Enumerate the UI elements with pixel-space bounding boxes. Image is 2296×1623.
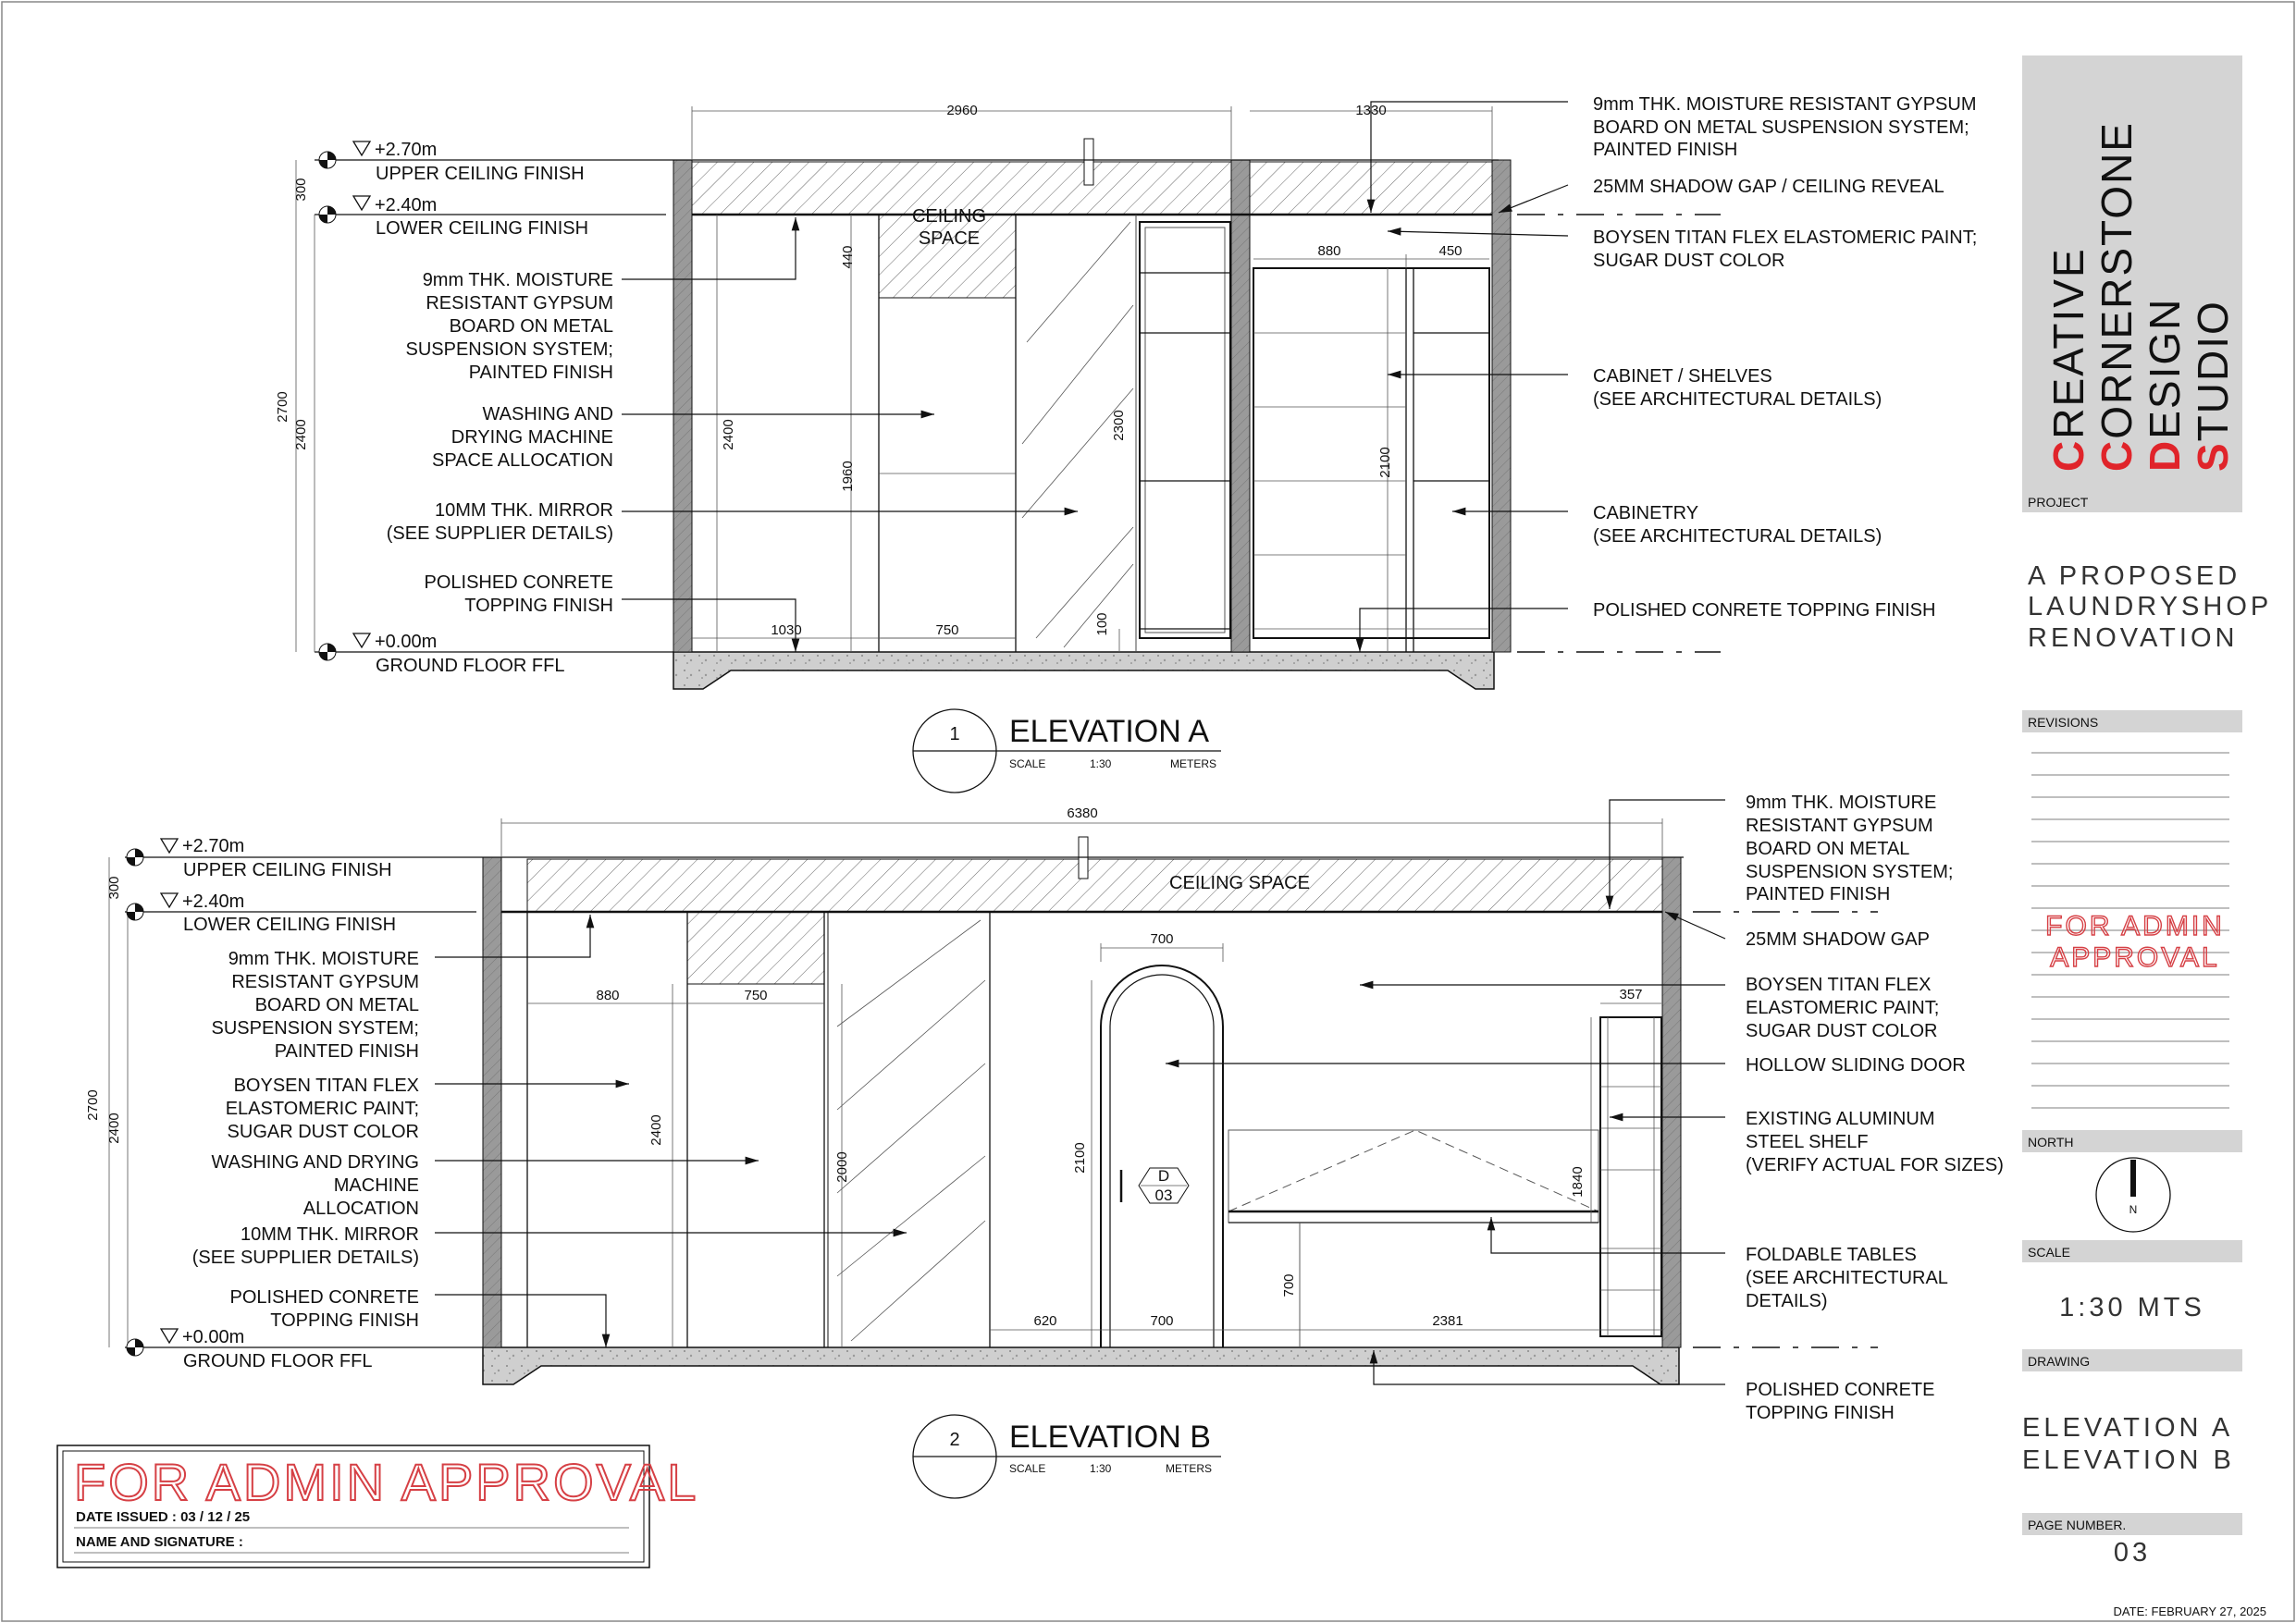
dimension: 1330 [1355,103,1387,118]
dimension: 2300 [1111,410,1127,441]
elevation-title: ELEVATION B [1009,1420,1211,1455]
dimension: 2700 [275,391,290,423]
sheet-date: DATE: FEBRUARY 27, 2025 [2113,1605,2266,1618]
page-label: PAGE NUMBER. [2028,1518,2127,1532]
b-lower-level-value: +2.40m [182,891,245,912]
note: POLISHED CONRETE TOPPING FINISH [1593,600,1936,621]
drawing-line: ELEVATION A [2022,1413,2234,1443]
door-tag-letter: D [1157,1167,1170,1185]
page-number: 03 [2113,1538,2152,1568]
dimension: 700 [1281,1273,1297,1297]
units: METERS [1170,757,1217,770]
dimension: 2400 [721,419,736,450]
elevation-a-title [913,709,1221,793]
svg-text:DESIGN: DESIGN [2141,297,2189,472]
dimension: 300 [293,178,309,202]
b-ground-level-value: +0.00m [182,1327,245,1347]
note: 9mm THK. MOISTURE RESISTANT GYPSUM [1593,94,1977,115]
title-block [2022,55,2272,1618]
mirror [828,912,990,1347]
dimension: 2400 [648,1114,664,1146]
project-line: A PROPOSED [2028,561,2241,591]
ceiling-hanger [1084,139,1093,185]
note: SUSPENSION SYSTEM; [211,1018,419,1039]
note: (VERIFY ACTUAL FOR SIZES) [1746,1155,2004,1175]
ceiling-space [527,859,1662,912]
note: POLISHED CONRETE [1746,1380,1935,1400]
dimension: 2400 [106,1113,122,1144]
project-line: LAUNDRYSHOP [2028,592,2273,621]
note: POLISHED CONRETE [424,572,613,593]
note: PAINTED FINISH [1593,140,1738,160]
note: PAINTED FINISH [468,363,613,383]
note: FOLDABLE TABLES [1746,1245,1917,1265]
note: BOYSEN TITAN FLEX [233,1076,419,1096]
ceiling-space-label: CEILING [911,206,987,227]
note: 25MM SHADOW GAP / CEILING REVEAL [1593,177,1944,197]
b-upper-level-value: +2.70m [182,836,245,856]
note: (SEE SUPPLIER DETAILS) [386,523,613,544]
dimension: 2100 [1072,1142,1088,1174]
note: DETAILS) [1746,1291,1828,1311]
note: 9mm THK. MOISTURE [228,949,419,969]
a-lower-level-value: +2.40m [375,195,438,215]
note: BOARD ON METAL [449,316,613,337]
scale-value: 1:30 [1090,1462,1112,1475]
note: BOARD ON METAL [254,995,419,1015]
revision-stamp: FOR ADMIN [2045,911,2225,941]
note: SUGAR DUST COLOR [227,1122,419,1142]
a-upper-level-name: UPPER CEILING FINISH [376,164,585,184]
elevation-number: 1 [949,724,960,744]
note: SUGAR DUST COLOR [1593,251,1785,271]
b-ground-level-name: GROUND FLOOR FFL [183,1351,373,1371]
note: CABINETRY [1593,503,1699,523]
elevation-title: ELEVATION A [1009,714,1210,749]
note: 10MM THK. MIRROR [241,1224,419,1245]
elevation-b-title [913,1415,1221,1498]
foldable-table-frame [1228,1130,1599,1223]
revision-stamp: APPROVAL [2050,942,2220,973]
note: WASHING AND DRYING [211,1152,419,1173]
dimension: 357 [1619,987,1643,1002]
dimension: 2960 [946,103,978,118]
scale-value: 1:30 [1090,757,1112,770]
level-markers-b [127,839,178,1356]
project-line: RENOVATION [2028,623,2239,653]
b-lower-level-name: LOWER CEILING FINISH [183,915,397,935]
note: ELASTOMERIC PAINT; [225,1099,419,1119]
dimension: 2400 [293,419,309,450]
note: EXISTING ALUMINUM [1746,1109,1935,1129]
dimension: 2100 [1377,447,1393,478]
hollow-sliding-door [1101,965,1223,1347]
note: (SEE SUPPLIER DETAILS) [191,1248,419,1268]
dimension: 1960 [840,461,856,492]
dimension: 750 [744,988,768,1003]
note: RESISTANT GYPSUM [1746,816,1933,836]
ceiling-space-label: SPACE [918,228,981,249]
note: POLISHED CONRETE [229,1287,419,1308]
note: SPACE ALLOCATION [432,450,613,471]
floor-slab [673,652,1494,689]
elevation-number: 2 [949,1430,960,1450]
note: (SEE ARCHITECTURAL DETAILS) [1593,389,1882,410]
note: CABINET / SHELVES [1593,366,1772,387]
note: (SEE ARCHITECTURAL DETAILS) [1593,526,1882,547]
scale-label: SCALE [1009,757,1046,770]
dimension: 6380 [1067,805,1098,821]
door-tag-number: 03 [1154,1187,1173,1204]
dimension: 750 [935,622,959,638]
note: STEEL SHELF [1746,1132,1869,1152]
dimension: 300 [106,876,122,900]
note: MACHINE [333,1175,419,1196]
project-label: PROJECT [2028,495,2089,510]
note: 25MM SHADOW GAP [1746,929,1930,950]
left-wall [483,857,501,1347]
note: 9mm THK. MOISTURE [422,270,613,290]
a-ground-level-value: +0.00m [375,632,438,652]
drawing-label: DRAWING [2028,1354,2091,1369]
dimension: 440 [840,245,856,269]
dimension: 700 [1150,931,1174,947]
dimension: 100 [1094,612,1110,636]
name-signature: NAME AND SIGNATURE : [76,1534,243,1550]
note: RESISTANT GYPSUM [426,293,613,314]
note: SUSPENSION SYSTEM; [1746,862,1954,882]
note: TOPPING FINISH [464,596,613,616]
note: SUGAR DUST COLOR [1746,1021,1938,1041]
elevation-b-right-notes [1746,793,2004,1423]
left-wall [673,160,692,652]
drawing-line: ELEVATION B [2022,1445,2235,1475]
note: PAINTED FINISH [1746,884,1891,904]
right-wall [1662,857,1681,1347]
note: 9mm THK. MOISTURE [1746,793,1937,813]
note: HOLLOW SLIDING DOOR [1746,1055,1966,1076]
ceiling-drop [879,215,1016,298]
elevation-a-left-notes [387,270,613,616]
ceiling-space-label: CEILING SPACE [1169,873,1310,893]
note: RESISTANT GYPSUM [231,972,419,992]
dimension: 2000 [834,1151,850,1183]
stamp-title: FOR ADMIN APPROVAL [74,1453,699,1511]
note: 10MM THK. MIRROR [435,500,613,521]
dimension: 2381 [1432,1313,1463,1329]
elevation-a-right-notes [1593,94,1977,621]
cabinet [1253,268,1489,638]
dimension: 700 [1150,1313,1174,1329]
note: ALLOCATION [302,1199,419,1219]
a-lower-level-name: LOWER CEILING FINISH [376,218,589,239]
north-letter: N [2129,1203,2138,1216]
a-upper-level-value: +2.70m [375,140,438,160]
note: TOPPING FINISH [270,1310,419,1331]
dimension: 1030 [771,622,802,638]
note: PAINTED FINISH [274,1041,419,1062]
dimension: 880 [596,988,620,1003]
note: BOYSEN TITAN FLEX [1746,975,1932,995]
approval-stamp [57,1445,698,1568]
date-issued: DATE ISSUED : 03 / 12 / 25 [76,1509,251,1525]
units: METERS [1166,1462,1213,1475]
floor-slab [483,1347,1679,1384]
dimension: 620 [1033,1313,1057,1329]
level-markers-a [319,141,370,660]
elevation-b-left-notes [192,949,419,1331]
dimension: 450 [1438,243,1463,259]
note: BOYSEN TITAN FLEX ELASTOMERIC PAINT; [1593,227,1978,248]
dimension: 1840 [1570,1166,1586,1198]
revisions-label: REVISIONS [2028,715,2099,730]
aluminum-shelf [1600,1017,1661,1336]
note: BOARD ON METAL [1746,839,1910,859]
note: WASHING AND [482,404,613,424]
north-label: NORTH [2028,1135,2074,1150]
scale-label: SCALE [2028,1245,2070,1260]
ceiling-drop [687,912,824,984]
middle-wall [1231,160,1250,652]
svg-text:CORNERSTONE: CORNERSTONE [2092,121,2141,472]
shelves [1140,222,1230,638]
dimension: 2700 [85,1089,101,1121]
note: SUSPENSION SYSTEM; [405,339,613,360]
note: TOPPING FINISH [1746,1403,1895,1423]
b-upper-level-name: UPPER CEILING FINISH [183,860,392,880]
scale-label: SCALE [1009,1462,1046,1475]
note: ELASTOMERIC PAINT; [1746,998,1940,1018]
note: (SEE ARCHITECTURAL [1746,1268,1948,1288]
svg-text:CREATIVE: CREATIVE [2044,247,2092,472]
note: DRYING MACHINE [451,427,613,448]
note: BOARD ON METAL SUSPENSION SYSTEM; [1593,117,1969,138]
svg-text:STUDIO: STUDIO [2189,300,2237,472]
a-ground-level-name: GROUND FLOOR FFL [376,656,565,676]
scale-value: 1:30 MTS [2059,1293,2205,1322]
dimension: 880 [1317,243,1341,259]
